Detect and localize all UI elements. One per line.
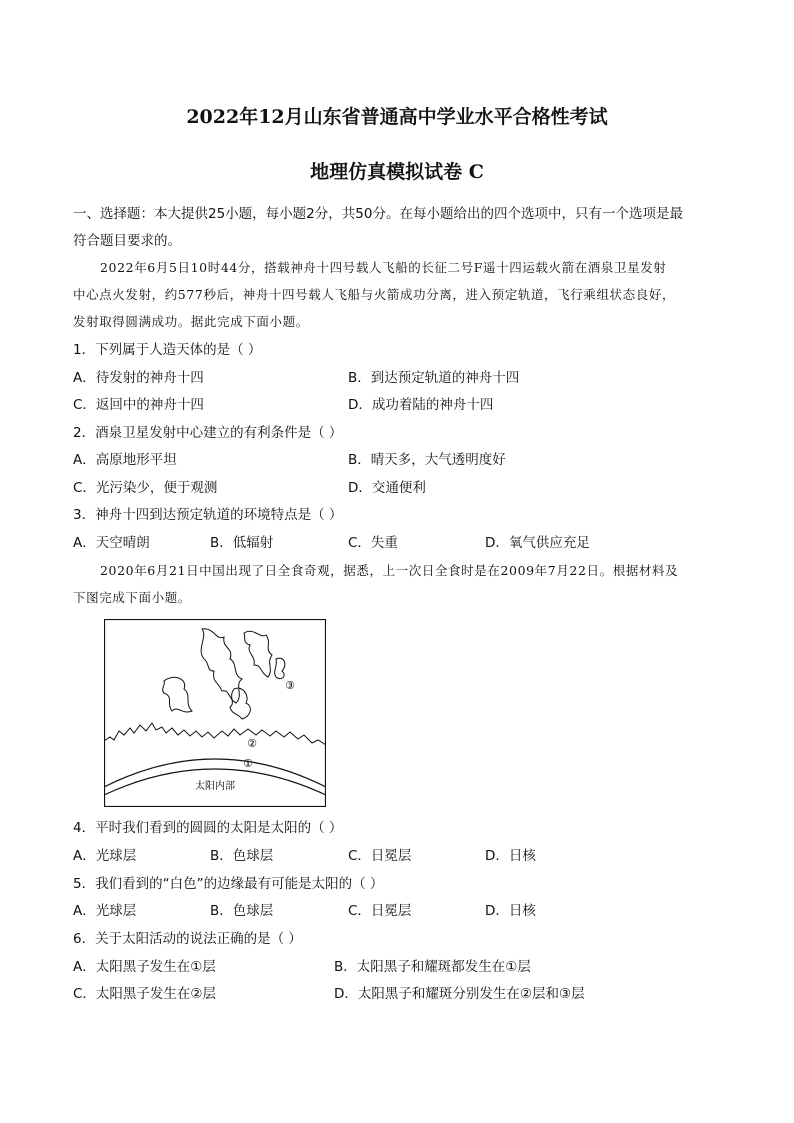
passage1-line2: 中心点火发射，约577秒后，神舟十四号载人飞船与火箭成功分离，进入预定轨道，飞行乘组状态良好， [73, 287, 676, 302]
question-3-option-c[interactable]: C．失重 [348, 535, 398, 551]
question-4-stem: 4．平时我们看到的圆圆的太阳是太阳的（ ） [73, 820, 343, 836]
question-1-option-b[interactable]: B．到达预定轨道的神舟十四 [348, 370, 520, 386]
passage1-line3: 发射取得圆满成功。据此完成下面小题。 [73, 314, 309, 329]
question-2-option-c[interactable]: C．光污染少，便于观测 [73, 480, 218, 496]
question-6-option-a[interactable]: A．太阳黑子发生在①层 [73, 959, 216, 975]
question-3-stem: 3．神舟十四到达预定轨道的环境特点是（ ） [73, 507, 343, 523]
question-6-option-b[interactable]: B．太阳黑子和耀斑都发生在①层 [334, 959, 531, 975]
question-3-option-a[interactable]: A．天空晴朗 [73, 535, 150, 551]
question-5-stem: 5．我们看到的“白色”的边缘最有可能是太阳的（ ） [73, 876, 384, 892]
question-3-option-b[interactable]: B．低辐射 [210, 535, 274, 551]
section-instructions-line2: 符合题目要求的。 [73, 233, 181, 249]
question-6-option-d[interactable]: D．太阳黑子和耀斑分别发生在②层和③层 [334, 986, 585, 1002]
question-2-stem: 2．酒泉卫星发射中心建立的有利条件是（ ） [73, 425, 343, 441]
exam-subtitle: 地理仿真模拟试卷 C [310, 161, 484, 183]
question-5-option-d[interactable]: D．日核 [485, 903, 536, 919]
question-1-option-c[interactable]: C．返回中的神舟十四 [73, 397, 204, 413]
question-4-option-d[interactable]: D．日核 [485, 848, 536, 864]
question-5-option-c[interactable]: C．日冕层 [348, 903, 412, 919]
question-5-option-b[interactable]: B．色球层 [210, 903, 274, 919]
layer-marker-3: ③ [285, 679, 295, 692]
passage2-line2: 下图完成下面小题。 [73, 590, 191, 605]
section-instructions-line1: 一、选择题：本大提供25小题，每小题2分，共50分。在每小题给出的四个选项中，只有一个选项是最 [73, 206, 683, 222]
question-5-option-a[interactable]: A．光球层 [73, 903, 137, 919]
question-1-option-a[interactable]: A．待发射的神舟十四 [73, 370, 204, 386]
question-4-option-c[interactable]: C．日冕层 [348, 848, 412, 864]
question-1-option-d[interactable]: D．成功着陆的神舟十四 [348, 397, 494, 413]
question-4-option-a[interactable]: A．光球层 [73, 848, 137, 864]
sun-structure-diagram [104, 619, 326, 807]
question-2-option-b[interactable]: B．晴天多，大气透明度好 [348, 452, 506, 468]
question-4-option-b[interactable]: B．色球层 [210, 848, 274, 864]
layer-marker-1: ① [243, 757, 253, 770]
question-6-option-c[interactable]: C．太阳黑子发生在②层 [73, 986, 217, 1002]
question-1-stem: 1．下列属于人造天体的是（ ） [73, 342, 262, 358]
passage1-line1: 2022年6月5日10时44分，搭载神舟十四号载人飞船的长征二号F遥十四运载火箭在酒泉卫星发射 [100, 260, 667, 275]
question-3-option-d[interactable]: D．氧气供应充足 [485, 535, 590, 551]
diagram-frame [105, 620, 326, 807]
question-2-option-d[interactable]: D．交通便利 [348, 480, 426, 496]
exam-title: 2022年12月山东省普通高中学业水平合格性考试 [186, 106, 608, 128]
passage2-line1: 2020年6月21日中国出现了日全食奇观，据悉，上一次日全食时是在2009年7月22日。根据材料及 [100, 563, 679, 578]
question-6-stem: 6．关于太阳活动的说法正确的是（ ） [73, 931, 302, 947]
sun-interior-label: 太阳内部 [195, 781, 235, 792]
question-2-option-a[interactable]: A．高原地形平坦 [73, 452, 177, 468]
layer-marker-2: ② [247, 737, 257, 750]
